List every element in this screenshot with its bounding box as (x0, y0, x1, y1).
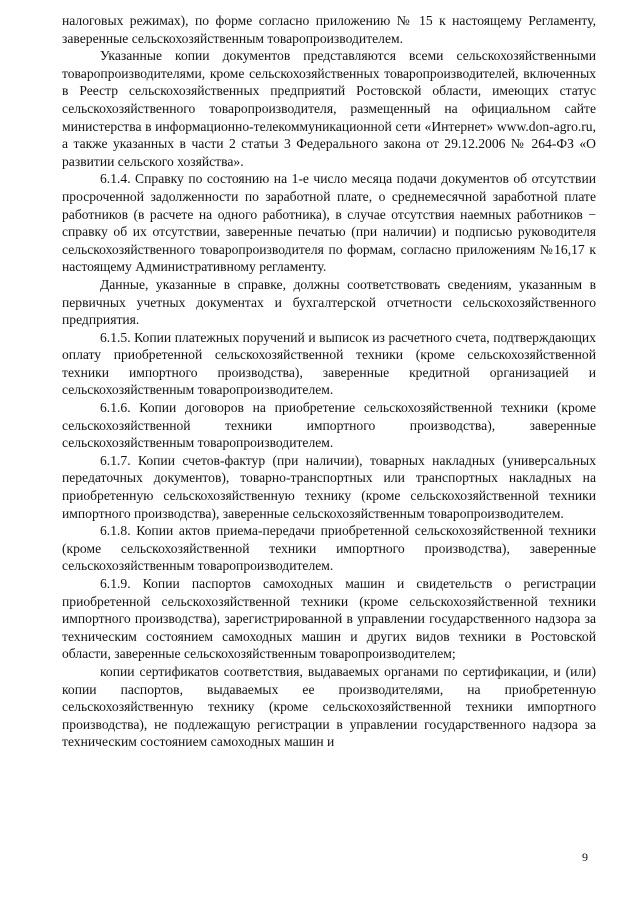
paragraph-6-1-6: 6.1.6. Копии договоров на приобретение сельскохозяйственной техники (кроме сельскохозяйственной техники импортного производства), заверенные сельскохозяйственным товаропроизводителем. (62, 400, 596, 451)
paragraph-copies-exemption: Указанные копии документов представляются всеми сельскохозяйственными товаропроизводителями, кроме сельскохозяйственных товаропроизводителей, включенных в Реестр сельскохозяйственных предприятий Ростовской области, имеющих статус сельскохозяйственного товаропроизводителя, размещенный на официальном сайте министерства в информационно-телекоммуникационной сети «Интернет» www.don-agro.ru, а также указанных в части 2 статьи 3 Федерального закона от 29.12.2006 № 264-ФЗ «О развитии сельского хозяйства». (62, 48, 596, 169)
paragraph-certificates-copies: копии сертификатов соответствия, выдаваемых органами по сертификации, и (или) копии паспортов, выдаваемых ее производителями, на приобретенную сельскохозяйственную технику (кроме сельскохозяйственной техники импортного производства), не подлежащую регистрации в управлении государственного надзора за техническим состоянием самоходных машин и (62, 663, 596, 750)
document-body (62, 12, 596, 751)
paragraph-continuation: налоговых режимах), по форме согласно приложению № 15 к настоящему Регламенту, заверенные сельскохозяйственным товаропроизводителем. (62, 13, 596, 46)
paragraph-6-1-9: 6.1.9. Копии паспортов самоходных машин и свидетельств о регистрации приобретенной сельскохозяйственной техники (кроме сельскохозяйственной техники импортного производства), зарегистрированной в управлении государственного надзора за техническим состоянием самоходных машин и других видов техники в Ростовской области, заверенные сельскохозяйственным товаропроизводителем; (62, 576, 596, 662)
paragraph-6-1-4: 6.1.4. Справку по состоянию на 1-е число месяца подачи документов об отсутствии просроченной задолженности по заработной плате, о среднемесячной заработной плате работников (в расчете на одного работника), в случае отсутствия наемных работников − справку об их отсутствии, заверенные печатью (при наличии) и подписью руководителя сельскохозяйственного товаропроизводителя по формам, согласно приложениям №16,17 к настоящему Административному регламенту. (62, 171, 596, 275)
page-number: 9 (582, 850, 588, 864)
paragraph-6-1-5: 6.1.5. Копии платежных поручений и выписок из расчетного счета, подтверждающих оплату приобретенной сельскохозяйственной техники (кроме сельскохозяйственной техники импортного производства), заверенные кредитной организацией и сельскохозяйственным товаропроизводителем. (62, 329, 596, 398)
paragraph-6-1-7: 6.1.7. Копии счетов-фактур (при наличии), товарных накладных (универсальных передаточных документов), товарно-транспортных или транспортных накладных на приобретенную сельскохозяйственную технику (кроме сельскохозяйственной техники импортного производства), заверенные сельскохозяйственным товаропроизводителем. (62, 452, 596, 521)
paragraph-6-1-8: 6.1.8. Копии актов приема-передачи приобретенной сельскохозяйственной техники (кроме сельскохозяйственной техники импортного производства), заверенные сельскохозяйственным товаропроизводителем. (62, 523, 596, 574)
paragraph-certificate-data: Данные, указанные в справке, должны соответствовать сведениям, указанным в первичных учетных документах и бухгалтерской отчетности сельскохозяйственного предприятия. (62, 276, 596, 328)
